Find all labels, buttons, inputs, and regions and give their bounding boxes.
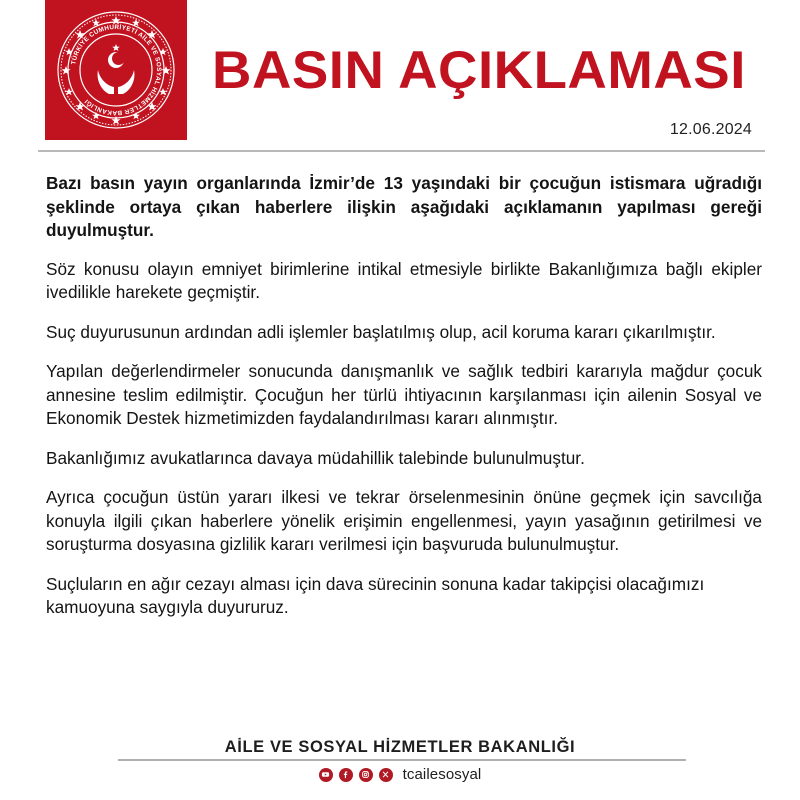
page-title: BASIN AÇIKLAMASI [212,41,746,100]
header-divider [38,150,765,152]
facebook-icon[interactable] [339,768,353,782]
paragraph: Suç duyurusunun ardından adli işlemler başlatılmış olup, acil koruma kararı çıkarılmıştır. [46,321,716,342]
statement-body [46,172,762,636]
publication-date: 12.06.2024 [669,121,752,138]
intro-paragraph: Bazı basın yayın organlarında İzmir’de 13 yaşındaki bir çocuğun istismara uğradığı şeklinde ortaya çıkan haberlere ilişkin aşağıdaki açıklamanın yapılması gereği duyulmuştur. [46,173,762,240]
organization-name: AİLE VE SOSYAL HİZMETLER BAKANLIĞI [224,738,576,756]
ministry-emblem-icon [54,8,178,132]
social-handle[interactable]: tcailesosyal [402,766,482,783]
x-icon[interactable] [379,768,393,782]
social-links [0,766,800,783]
paragraph: Ayrıca çocuğun üstün yararı ilkesi ve tekrar örselenmesinin önüne geçmek için savcılığa konuyla ilgili çıkan haberlere yönelik erişimin engellenmesi, yayın yasağının getirilmesi ve soruşturma dosyasına gizlilik kararı verilmesi için başvuruda bulunulmuştur. [46,487,762,554]
svg-text:TÜRKİYE CUMHURİYETİ AİLE VE SO: TÜRKİYE CUMHURİYETİ AİLE VE SOSYAL HİZMETLER BAKANLIĞI [70,23,163,117]
paragraph: Söz konusu olayın emniyet birimlerine intikal etmesiyle birlikte Bakanlığımıza bağlı ekipler ivedilikle harekete geçmiştir. [46,258,762,302]
footer-divider [118,759,686,761]
paragraph: Yapılan değerlendirmeler sonucunda danışmanlık ve sağlık tedbiri kararıyla mağdur çocuk annesine teslim edilmiştir. Çocuğun her türlü ihtiyacının karşılanması için ailenin Sosyal ve Ekonomik Destek hizmetimizden faydalandırılması kararı alınmıştır. [46,361,762,428]
ministry-logo [45,0,187,140]
closing-paragraph: Suçluların en ağır cezayı alması için dava sürecinin sonuna kadar takipçisi olacağımızı kamuoyuna saygıyla duyururuz. [46,573,705,617]
paragraph: Bakanlığımız avukatlarınca davaya müdahillik talebinde bulunulmuştur. [46,447,585,468]
instagram-icon[interactable] [359,768,373,782]
youtube-icon[interactable] [319,768,333,782]
